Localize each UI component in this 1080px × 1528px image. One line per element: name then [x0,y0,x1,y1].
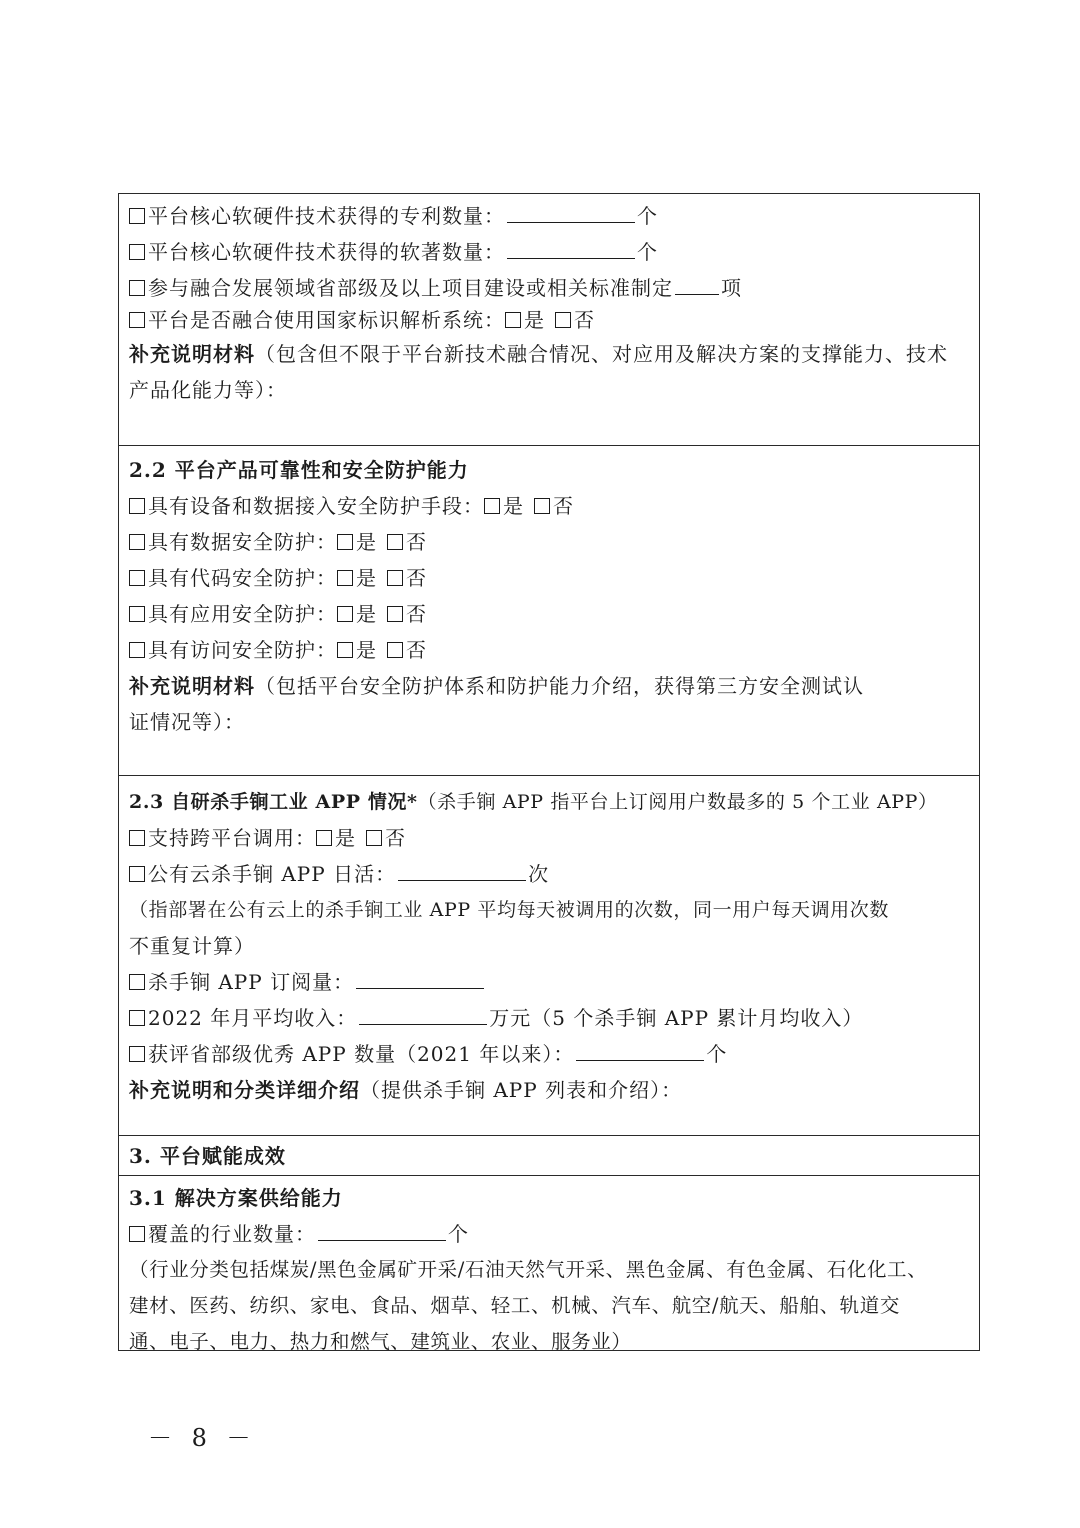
awards-row [129,1036,971,1072]
industry-count-field[interactable] [318,1220,446,1241]
subscription-row [129,964,971,1000]
unit-label: 个 [637,204,658,228]
access-control-security-row [129,632,971,668]
row-label: 杀手锏 APP 订阅量： [148,970,355,994]
yes-checkbox[interactable] [337,534,353,550]
no-checkbox[interactable] [555,312,571,328]
note-text: 建材、医药、纺织、家电、食品、烟草、轻工、机械、汽车、航空/航天、船舶、轨道交 [129,1294,900,1317]
standards-count-field[interactable] [675,274,719,295]
row-label: 平台是否融合使用国家标识解析系统： [148,308,505,332]
patent-count-row [129,198,971,234]
checkbox[interactable] [129,642,145,658]
software-copyright-row [129,234,971,270]
page-number: － 8 － [148,1424,257,1452]
income-field[interactable] [359,1004,487,1025]
no-label: 否 [406,638,427,662]
supplementary-row-cont [129,372,971,408]
unit-label: 个 [706,1042,728,1066]
unit-label: 万元（5 个杀手锏 APP 累计月均收入） [489,1006,864,1030]
standards-row [129,270,971,306]
yes-label: 是 [356,566,377,590]
awards-field[interactable] [576,1040,704,1061]
no-checkbox[interactable] [387,642,403,658]
solution-supply-section [119,1175,979,1353]
no-label: 否 [385,826,406,850]
app-security-row [129,596,971,632]
no-checkbox[interactable] [366,830,382,846]
checkbox[interactable] [129,570,145,586]
yes-label: 是 [503,494,524,518]
application-form-table [118,193,980,1351]
daily-active-row [129,856,971,892]
yes-label: 是 [356,530,377,554]
row-label: 具有访问安全防护： [148,638,337,662]
subscription-field[interactable] [356,968,484,989]
note-text: 不重复计算） [129,934,255,958]
checkbox[interactable] [129,280,145,296]
row-label: 获评省部级优秀 APP 数量（2021 年以来）： [148,1042,575,1066]
supplementary-row-cont [129,704,971,740]
supplementary-row [129,336,971,372]
no-checkbox[interactable] [387,606,403,622]
daily-active-note-cont [129,928,971,964]
row-label: 具有应用安全防护： [148,602,337,626]
daily-active-note [129,892,971,928]
section-title-row [129,784,971,820]
killer-app-section [119,775,979,1135]
security-section [119,445,979,775]
access-security-row [129,488,971,524]
section-title: 2.2 平台产品可靠性和安全防护能力 [129,458,469,482]
supplementary-text: （包括平台安全防护体系和防护能力介绍，获得第三方安全测试认 [255,674,864,698]
row-label: 具有代码安全防护： [148,566,337,590]
patent-count-field[interactable] [507,202,635,223]
supplementary-title: 补充说明材料 [129,342,255,366]
supplementary-title: 补充说明材料 [129,674,255,698]
industry-note-cont [129,1288,971,1324]
note-text: 通、电子、电力、热力和燃气、建筑业、农业、服务业） [129,1330,632,1353]
yes-checkbox[interactable] [316,830,332,846]
yes-checkbox[interactable] [337,606,353,622]
supplementary-row [129,668,971,704]
yes-label: 是 [335,826,356,850]
no-label: 否 [406,530,427,554]
identifier-resolution-row [129,306,971,334]
tech-capability-section [119,194,979,445]
checkbox[interactable] [129,1226,145,1242]
checkbox[interactable] [129,974,145,990]
row-label: 平台核心软硬件技术获得的软著数量： [148,240,505,264]
no-label: 否 [406,602,427,626]
checkbox[interactable] [129,208,145,224]
industry-note [129,1252,971,1288]
row-label: 参与融合发展领域省部级及以上项目建设或相关标准制定 [148,276,673,300]
row-label: 公有云杀手锏 APP 日活： [148,862,397,886]
code-security-row [129,560,971,596]
note-text: （行业分类包括煤炭/黑色金属矿开采/石油天然气开采、黑色金属、有色金属、石化化工、 [129,1258,928,1281]
income-row [129,1000,971,1036]
checkbox[interactable] [129,498,145,514]
row-label: 覆盖的行业数量： [148,1222,316,1246]
no-checkbox[interactable] [534,498,550,514]
yes-label: 是 [356,602,377,626]
row-label: 2022 年月平均收入： [148,1006,358,1030]
cross-platform-row [129,820,971,856]
yes-checkbox[interactable] [505,312,521,328]
industry-note-cont2 [129,1324,971,1360]
checkbox[interactable] [129,830,145,846]
software-copyright-field[interactable] [507,238,635,259]
checkbox[interactable] [129,866,145,882]
no-checkbox[interactable] [387,534,403,550]
no-checkbox[interactable] [387,570,403,586]
industry-count-row [129,1216,971,1252]
section-title: 2.3 自研杀手锏工业 APP 情况* [129,791,418,813]
checkbox[interactable] [129,244,145,260]
supplementary-title: 补充说明和分类详细介绍 [129,1078,360,1102]
daily-active-field[interactable] [398,860,526,881]
no-label: 否 [574,308,595,332]
section-title-note: （杀手锏 APP 指平台上订阅用户数最多的 5 个工业 APP） [417,791,938,813]
yes-checkbox[interactable] [337,642,353,658]
yes-label: 是 [356,638,377,662]
supplementary-text: （包含但不限于平台新技术融合情况、对应用及解决方案的支撑能力、技术 [255,342,948,366]
unit-label: 次 [528,862,550,886]
checkbox[interactable] [129,1046,145,1062]
data-security-row [129,524,971,560]
note-text: （指部署在公有云上的杀手锏工业 APP 平均每天被调用的次数，同一用户每天调用次数 [129,899,889,921]
supplementary-text: （提供杀手锏 APP 列表和介绍）： [360,1078,683,1102]
no-label: 否 [553,494,574,518]
unit-label: 个 [637,240,658,264]
checkbox[interactable] [129,534,145,550]
section-title: 3. 平台赋能成效 [129,1144,286,1168]
empowerment-section-header [119,1135,979,1175]
row-label: 支持跨平台调用： [148,826,316,850]
yes-checkbox[interactable] [484,498,500,514]
supplementary-text: 证情况等）： [129,710,245,734]
row-label: 具有设备和数据接入安全防护手段： [148,494,484,518]
supplementary-row [129,1072,971,1108]
no-label: 否 [406,566,427,590]
supplementary-text: 产品化能力等）： [129,378,287,402]
unit-label: 项 [721,276,742,300]
unit-label: 个 [448,1222,469,1246]
yes-checkbox[interactable] [337,570,353,586]
row-label: 具有数据安全防护： [148,530,337,554]
section-title: 3.1 解决方案供给能力 [129,1186,343,1210]
checkbox[interactable] [129,312,145,328]
yes-label: 是 [524,308,545,332]
checkbox[interactable] [129,606,145,622]
row-label: 平台核心软硬件技术获得的专利数量： [148,204,505,228]
checkbox[interactable] [129,1010,145,1026]
